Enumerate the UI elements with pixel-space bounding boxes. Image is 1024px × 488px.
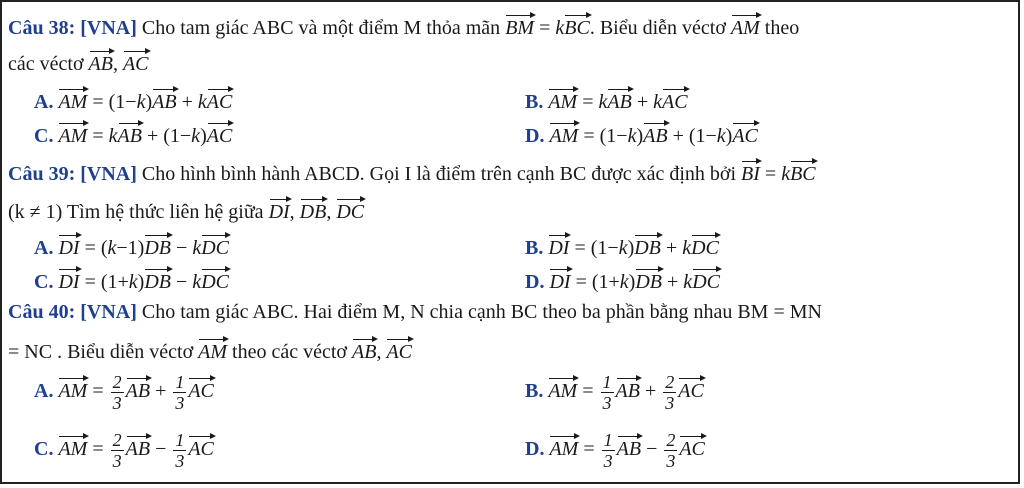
q40-option-a[interactable]: A. AM = $\frac{2}{3}$ AB + $\frac{1}{3}$ AC <box>34 372 214 413</box>
q40-option-d[interactable]: D. AM = $\frac{1}{3}$ AB − $\frac{2}{3}$ AC <box>525 430 705 471</box>
q40-option-c[interactable]: C. AM = $\frac{2}{3}$ AB − $\frac{1}{3}$ AC <box>34 430 214 471</box>
q40-text1: Cho tam giác ABC. Hai điểm M, N chia cạnh BC theo ba phần bằng nhau BM = MN <box>141 301 822 323</box>
q38-text4: các véctơ <box>8 53 84 75</box>
q38-option-d[interactable]: D. AM = (1−k)AB + (1−k)AC <box>525 120 758 148</box>
q38-vec-am: AM <box>731 12 760 40</box>
q38-text3: theo <box>764 17 800 39</box>
q38-option-c[interactable]: C. AM = kAB + (1−k)AC <box>34 120 232 148</box>
q39-label: Câu 39: <box>8 163 76 185</box>
q40-label: Câu 40: <box>8 301 76 323</box>
q39-tag: [VNA] <box>80 163 137 185</box>
q40-stem-line2: = NC . Biểu diễn véctơ AM theo các véctơ AB, AC <box>8 336 412 364</box>
q39-option-b[interactable]: B. DI = (1−k)DB + kDC <box>525 232 719 260</box>
q39-option-a[interactable]: A. DI = (k−1)DB − kDC <box>34 232 229 260</box>
q38-option-a[interactable]: A. AM = (1−k)AB + kAC <box>34 86 232 114</box>
q39-text1: Cho hình bình hành ABCD. Gọi I là điểm trên cạnh BC được xác định bởi <box>141 163 737 185</box>
q38-label: Câu 38: <box>8 17 76 39</box>
q39-given-formula: BI = kBC <box>741 163 816 185</box>
q38-tag: [VNA] <box>80 17 137 39</box>
q39-option-d[interactable]: D. DI = (1+k)DB + kDC <box>525 266 720 294</box>
q38-option-b[interactable]: B. AM = kAB + kAC <box>525 86 688 114</box>
q40-text3: theo các véctơ <box>232 341 347 363</box>
q39-text2: (k ≠ 1) Tìm hệ thức liên hệ giữa <box>8 201 264 223</box>
q38-text1: Cho tam giác ABC và một điểm M thỏa mãn <box>141 17 501 39</box>
q40-option-b[interactable]: B. AM = $\frac{1}{3}$ AB + $\frac{2}{3}$ AC <box>525 372 704 413</box>
q40-stem-line1 <box>8 300 822 324</box>
q38-stem-line2: các véctơ AB, AC <box>8 48 149 76</box>
q40-text2: = NC . Biểu diễn véctơ <box>8 341 194 363</box>
q39-option-c[interactable]: C. DI = (1+k)DB − kDC <box>34 266 229 294</box>
q38-stem-line1 <box>8 12 799 40</box>
q39-stem-line2: (k ≠ 1) Tìm hệ thức liên hệ giữa DI, DB, DC <box>8 196 364 224</box>
q38-text2: . Biểu diễn véctơ <box>589 17 726 39</box>
q40-tag: [VNA] <box>80 301 137 323</box>
q38-given-formula: BM = kBC <box>505 17 590 39</box>
q39-stem-line1 <box>8 158 816 186</box>
